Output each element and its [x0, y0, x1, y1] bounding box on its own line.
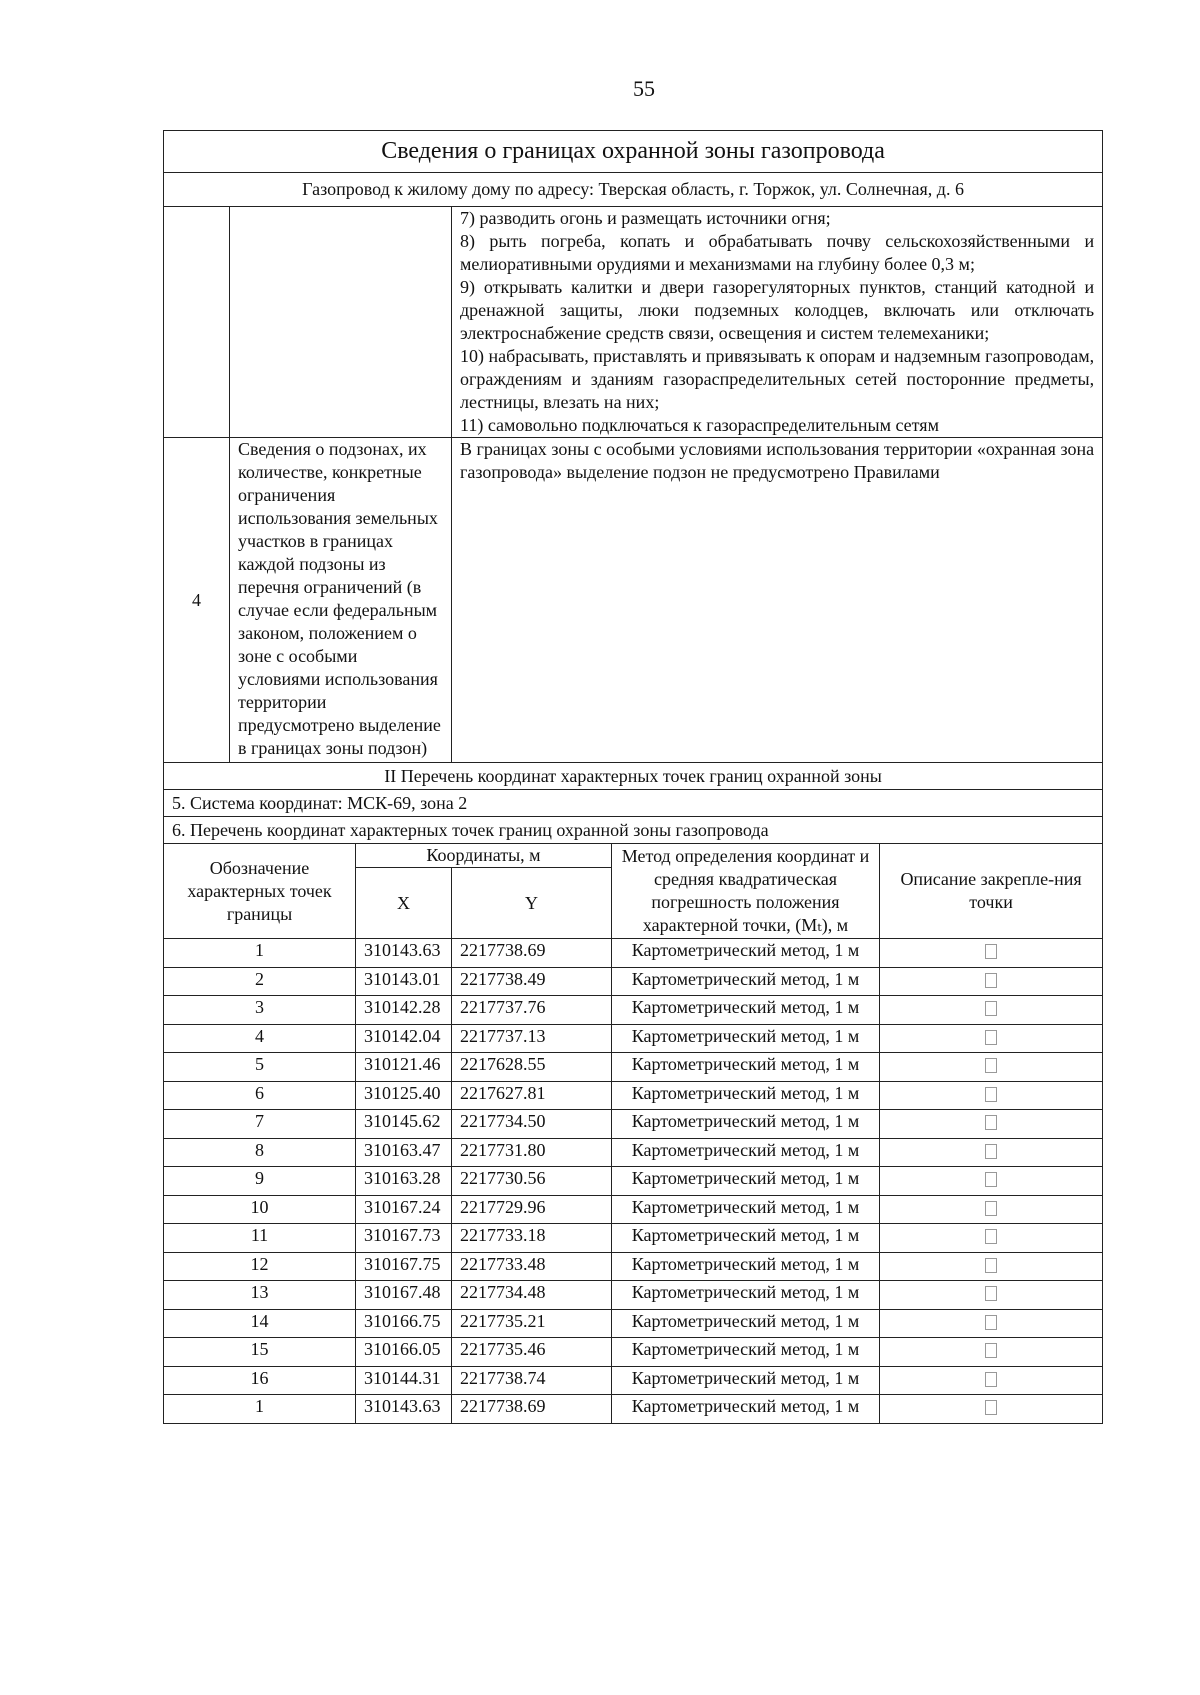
point-method: Картометрический метод, 1 м: [612, 1309, 880, 1338]
point-x: 310145.62: [356, 1110, 452, 1139]
point-x: 310143.01: [356, 967, 452, 996]
empty-box-icon: [985, 1372, 997, 1387]
zone-info-table: [163, 130, 1103, 1424]
point-x: 310144.31: [356, 1366, 452, 1395]
point-description: [880, 1281, 1103, 1310]
point-y: 2217730.56: [452, 1167, 612, 1196]
point-x: 310167.24: [356, 1195, 452, 1224]
restriction-item: 9) открывать калитки и двери газорегуляторных пунктов, станций катодной и дренажной защиты, люки подземных колодцев, включать или отключать электроснабжение средств связи, освещения и систем телемеханики;: [460, 277, 1095, 343]
point-x: 310121.46: [356, 1053, 452, 1082]
point-y: 2217734.50: [452, 1110, 612, 1139]
point-y: 2217735.46: [452, 1338, 612, 1367]
point-description: [880, 1138, 1103, 1167]
point-x: 310163.47: [356, 1138, 452, 1167]
point-description: [880, 1081, 1103, 1110]
point-method: Картометрический метод, 1 м: [612, 939, 880, 968]
table-row: [164, 1281, 1103, 1310]
point-y: 2217735.21: [452, 1309, 612, 1338]
table-row: [164, 1309, 1103, 1338]
empty-box-icon: [985, 1001, 997, 1016]
table-row: [164, 1081, 1103, 1110]
points-list-title: 6. Перечень координат характерных точек границ охранной зоны газопровода: [164, 817, 1103, 844]
empty-box-icon: [985, 973, 997, 988]
point-method: Картометрический метод, 1 м: [612, 1195, 880, 1224]
empty-number-cell: [164, 207, 230, 438]
table-row: [164, 1395, 1103, 1424]
table-row: [164, 1224, 1103, 1253]
empty-box-icon: [985, 1144, 997, 1159]
table-row: [164, 1195, 1103, 1224]
point-x: 310143.63: [356, 1395, 452, 1424]
restriction-item: 11) самовольно подключаться к газораспределительным сетям: [460, 415, 939, 435]
section-title: II Перечень координат характерных точек границ охранной зоны: [164, 763, 1103, 790]
point-id: 16: [164, 1366, 356, 1395]
table-row: [164, 1167, 1103, 1196]
point-x: 310167.48: [356, 1281, 452, 1310]
header-coordinates: Координаты, м: [356, 844, 612, 868]
point-id: 11: [164, 1224, 356, 1253]
point-y: 2217733.18: [452, 1224, 612, 1253]
subzone-label: Сведения о подзонах, их количестве, конкретные ограничения использования земельных участков в границах каждой подзоны из перечня ограничений (в случае если федеральным законом, положением о зоне с особыми условиями использования территории предусмотрено выделение в границах зоны подзон): [230, 438, 452, 763]
point-method: Картометрический метод, 1 м: [612, 1110, 880, 1139]
document-subtitle: Газопровод к жилому дому по адресу: Тверская область, г. Торжок, ул. Солнечная, д. 6: [164, 173, 1103, 207]
header-method: Метод определения координат и средняя квадратическая погрешность положения характерной точки, (Mₜ), м: [612, 844, 880, 939]
point-description: [880, 1024, 1103, 1053]
point-method: Картометрический метод, 1 м: [612, 1252, 880, 1281]
point-id: 1: [164, 939, 356, 968]
point-id: 8: [164, 1138, 356, 1167]
restrictions-cell: [452, 207, 1103, 438]
table-row: [164, 1252, 1103, 1281]
point-y: 2217737.76: [452, 996, 612, 1025]
point-description: [880, 939, 1103, 968]
point-method: Картометрический метод, 1 м: [612, 1024, 880, 1053]
point-description: [880, 1110, 1103, 1139]
empty-box-icon: [985, 1286, 997, 1301]
point-description: [880, 967, 1103, 996]
point-method: Картометрический метод, 1 м: [612, 1138, 880, 1167]
point-description: [880, 1167, 1103, 1196]
point-y: 2217734.48: [452, 1281, 612, 1310]
point-y: 2217731.80: [452, 1138, 612, 1167]
point-x: 310142.04: [356, 1024, 452, 1053]
restriction-item: 10) набрасывать, приставлять и привязывать к опорам и надземным газопроводам, ограждениям и зданиям газораспределительных сетей посторонние предметы, лестницы, влезать на них;: [460, 346, 1095, 412]
point-id: 13: [164, 1281, 356, 1310]
table-row: [164, 1138, 1103, 1167]
empty-label-cell: [230, 207, 452, 438]
empty-box-icon: [985, 1258, 997, 1273]
point-description: [880, 1338, 1103, 1367]
point-y: 2217627.81: [452, 1081, 612, 1110]
document-title: Сведения о границах охранной зоны газопровода: [164, 131, 1103, 173]
point-id: 12: [164, 1252, 356, 1281]
empty-box-icon: [985, 1343, 997, 1358]
point-x: 310163.28: [356, 1167, 452, 1196]
point-y: 2217729.96: [452, 1195, 612, 1224]
table-row: [164, 967, 1103, 996]
table-row: [164, 939, 1103, 968]
point-method: Картометрический метод, 1 м: [612, 1366, 880, 1395]
point-description: [880, 1195, 1103, 1224]
point-x: 310125.40: [356, 1081, 452, 1110]
empty-box-icon: [985, 1115, 997, 1130]
point-id: 14: [164, 1309, 356, 1338]
point-method: Картометрический метод, 1 м: [612, 967, 880, 996]
point-description: [880, 1309, 1103, 1338]
point-y: 2217628.55: [452, 1053, 612, 1082]
point-x: 310166.05: [356, 1338, 452, 1367]
point-x: 310142.28: [356, 996, 452, 1025]
point-method: Картометрический метод, 1 м: [612, 1281, 880, 1310]
point-method: Картометрический метод, 1 м: [612, 1224, 880, 1253]
point-description: [880, 1224, 1103, 1253]
header-y: Y: [452, 868, 612, 939]
point-id: 5: [164, 1053, 356, 1082]
point-id: 4: [164, 1024, 356, 1053]
point-id: 2: [164, 967, 356, 996]
table-row: [164, 1338, 1103, 1367]
point-id: 9: [164, 1167, 356, 1196]
point-id: 6: [164, 1081, 356, 1110]
point-description: [880, 996, 1103, 1025]
header-x: X: [356, 868, 452, 939]
point-x: 310166.75: [356, 1309, 452, 1338]
point-y: 2217738.69: [452, 939, 612, 968]
empty-box-icon: [985, 1201, 997, 1216]
header-designation: Обозначение характерных точек границы: [164, 844, 356, 939]
empty-box-icon: [985, 1058, 997, 1073]
table-row: [164, 1366, 1103, 1395]
point-method: Картометрический метод, 1 м: [612, 1395, 880, 1424]
header-description: Описание закрепле-ния точки: [880, 844, 1103, 939]
empty-box-icon: [985, 1315, 997, 1330]
point-method: Картометрический метод, 1 м: [612, 1338, 880, 1367]
restriction-item: 8) рыть погреба, копать и обрабатывать почву сельскохозяйственными и мелиоративными орудиями и механизмами на глубину более 0,3 м;: [460, 231, 1095, 274]
point-method: Картометрический метод, 1 м: [612, 1167, 880, 1196]
page-number: 55: [633, 76, 655, 101]
table-row: [164, 1024, 1103, 1053]
table-row: [164, 996, 1103, 1025]
point-id: 10: [164, 1195, 356, 1224]
point-y: 2217738.69: [452, 1395, 612, 1424]
point-x: 310167.75: [356, 1252, 452, 1281]
point-x: 310143.63: [356, 939, 452, 968]
restriction-item: 7) разводить огонь и размещать источники огня;: [460, 208, 831, 228]
empty-box-icon: [985, 1087, 997, 1102]
point-description: [880, 1366, 1103, 1395]
empty-box-icon: [985, 1229, 997, 1244]
point-x: 310167.73: [356, 1224, 452, 1253]
point-y: 2217737.13: [452, 1024, 612, 1053]
empty-box-icon: [985, 1030, 997, 1045]
point-id: 15: [164, 1338, 356, 1367]
table-row: [164, 1053, 1103, 1082]
point-y: 2217738.74: [452, 1366, 612, 1395]
point-id: 3: [164, 996, 356, 1025]
point-method: Картометрический метод, 1 м: [612, 996, 880, 1025]
empty-box-icon: [985, 1400, 997, 1415]
point-y: 2217733.48: [452, 1252, 612, 1281]
point-y: 2217738.49: [452, 967, 612, 996]
empty-box-icon: [985, 1172, 997, 1187]
point-description: [880, 1252, 1103, 1281]
point-method: Картометрический метод, 1 м: [612, 1081, 880, 1110]
point-id: 7: [164, 1110, 356, 1139]
coordinate-system: 5. Система координат: МСК-69, зона 2: [164, 790, 1103, 817]
table-row: [164, 1110, 1103, 1139]
subzone-value: В границах зоны с особыми условиями использования территории «охранная зона газопровода» выделение подзон не предусмотрено Правилами: [452, 438, 1103, 763]
point-description: [880, 1395, 1103, 1424]
point-id: 1: [164, 1395, 356, 1424]
point-description: [880, 1053, 1103, 1082]
empty-box-icon: [985, 944, 997, 959]
row-number: 4: [164, 438, 230, 763]
point-method: Картометрический метод, 1 м: [612, 1053, 880, 1082]
